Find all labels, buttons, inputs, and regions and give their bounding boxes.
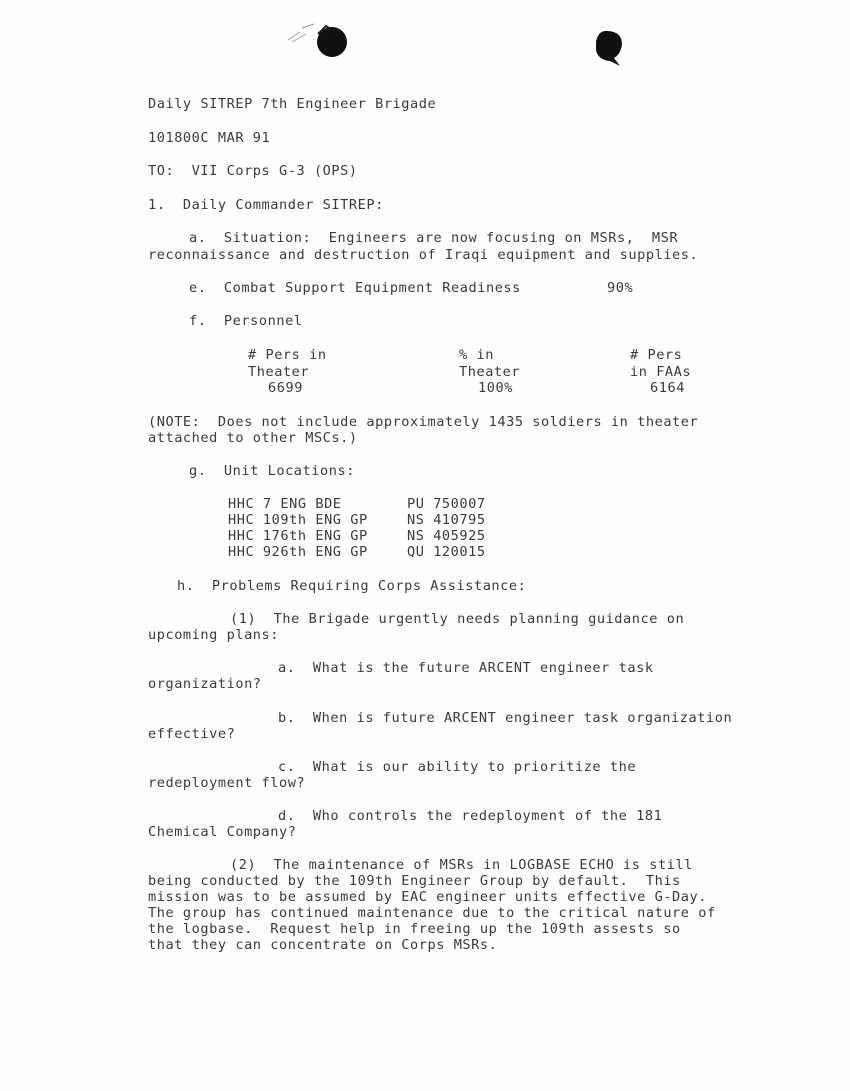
problem-1-line-1: (1) The Brigade urgently needs planning guidance on bbox=[230, 611, 685, 627]
unit-name: HHC 176th ENG GP bbox=[228, 528, 368, 544]
question-b-line-1: b. When is future ARCENT engineer task organization bbox=[278, 710, 733, 726]
note-line-1: (NOTE: Does not include approximately 1435 soldiers in theater bbox=[148, 414, 699, 430]
question-c-line-2: redeployment flow? bbox=[148, 775, 306, 791]
problem-2-line-3: mission was to be assumed by EAC engineer units effective G-Day. bbox=[148, 889, 707, 905]
question-a-line-1: a. What is the future ARCENT engineer task bbox=[278, 660, 654, 676]
unit-name: HHC 926th ENG GP bbox=[228, 544, 368, 560]
personnel-col-2-header-2: Theater bbox=[459, 364, 521, 380]
question-d-line-1: d. Who controls the redeployment of the 181 bbox=[278, 808, 663, 824]
unit-name: HHC 109th ENG GP bbox=[228, 512, 368, 528]
addressee-line: TO: VII Corps G-3 (OPS) bbox=[148, 163, 358, 179]
document-title: Daily SITREP 7th Engineer Brigade bbox=[148, 96, 437, 112]
personnel-col-2-header-1: % in bbox=[459, 347, 494, 363]
problems-label: h. Problems Requiring Corps Assistance: bbox=[177, 578, 527, 594]
personnel-col-1-header-2: Theater bbox=[248, 364, 310, 380]
question-c-line-1: c. What is our ability to prioritize the bbox=[278, 759, 637, 775]
readiness-label: e. Combat Support Equipment Readiness bbox=[189, 280, 521, 296]
personnel-label: f. Personnel bbox=[189, 313, 303, 329]
punch-hole-mark-left bbox=[282, 20, 352, 60]
unit-name: HHC 7 ENG BDE bbox=[228, 496, 342, 512]
personnel-col-3-header-2: in FAAs bbox=[630, 364, 692, 380]
unit-grid: QU 120015 bbox=[407, 544, 486, 560]
problem-2-line-6: that they can concentrate on Corps MSRs. bbox=[148, 937, 498, 953]
question-b-line-2: effective? bbox=[148, 726, 236, 742]
punch-hole-mark-right bbox=[590, 28, 630, 70]
unit-grid: NS 410795 bbox=[407, 512, 486, 528]
problem-1-line-2: upcoming plans: bbox=[148, 627, 280, 643]
problem-2-line-2: being conducted by the 109th Engineer Group by default. This bbox=[148, 873, 681, 889]
section-1-heading: 1. Daily Commander SITREP: bbox=[148, 197, 384, 213]
situation-line-2: reconnaissance and destruction of Iraqi equipment and supplies. bbox=[148, 247, 699, 263]
question-a-line-2: organization? bbox=[148, 676, 262, 692]
note-line-2: attached to other MSCs.) bbox=[148, 430, 358, 446]
question-d-line-2: Chemical Company? bbox=[148, 824, 297, 840]
personnel-col-3-value: 6164 bbox=[650, 380, 685, 396]
personnel-col-1-value: 6699 bbox=[268, 380, 303, 396]
problem-2-line-4: The group has continued maintenance due to the critical nature of bbox=[148, 905, 716, 921]
personnel-col-2-value: 100% bbox=[478, 380, 513, 396]
personnel-col-3-header-1: # Pers bbox=[630, 347, 683, 363]
unit-grid: PU 750007 bbox=[407, 496, 486, 512]
date-time-group: 101800C MAR 91 bbox=[148, 130, 271, 146]
readiness-value: 90% bbox=[607, 280, 634, 296]
personnel-col-1-header-1: # Pers in bbox=[248, 347, 327, 363]
problem-2-line-5: the logbase. Request help in freeing up the 109th assests so bbox=[148, 921, 681, 937]
unit-grid: NS 405925 bbox=[407, 528, 486, 544]
unit-locations-label: g. Unit Locations: bbox=[189, 463, 355, 479]
problem-2-line-1: (2) The maintenance of MSRs in LOGBASE ECHO is still bbox=[230, 857, 693, 873]
situation-line-1: a. Situation: Engineers are now focusing on MSRs, MSR bbox=[189, 230, 679, 246]
